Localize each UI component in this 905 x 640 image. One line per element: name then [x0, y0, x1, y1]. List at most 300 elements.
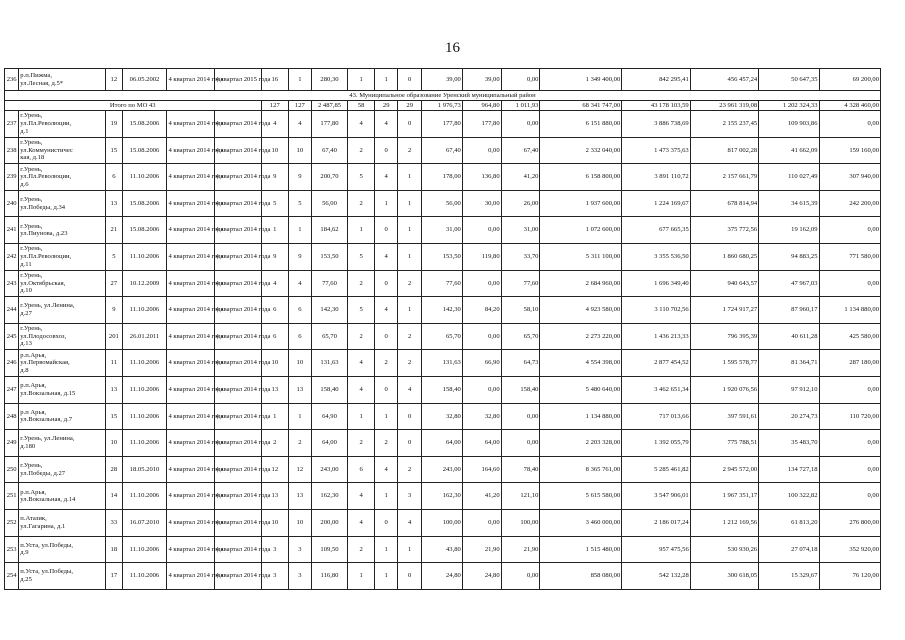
- cell-residents-resettled: 9: [289, 243, 311, 270]
- cell-residents-resettled: 10: [289, 137, 311, 164]
- cell-residents-resettled: 4: [289, 270, 311, 297]
- table-row: [5, 430, 881, 457]
- cell-year-built: 9: [106, 297, 122, 324]
- cell-area-resettled: 39,00: [421, 69, 462, 91]
- cell-regional-share: 1 212 169,56: [690, 509, 758, 536]
- cell-planned-end: 4 квартал 2014 года: [214, 164, 261, 191]
- total-rooms-total: 58: [348, 101, 375, 111]
- cell-local-share: 81 364,71: [759, 350, 819, 377]
- cell-residents-resettled: 1: [289, 217, 311, 244]
- cell-area-municipal: 65,70: [501, 323, 540, 350]
- cell-extra-share: 0,00: [819, 376, 880, 403]
- cell-row-number: 247: [5, 376, 19, 403]
- total-regional-share: 23 961 319,08: [690, 101, 758, 111]
- cell-residents-resettled: 6: [289, 323, 311, 350]
- cell-rooms-municipal: 1: [398, 297, 422, 324]
- cell-year-built: 13: [106, 376, 122, 403]
- cell-fund-share: 1 224 169,67: [622, 190, 690, 217]
- cell-rooms-owned: 0: [374, 270, 398, 297]
- cell-area-owned: 39,00: [462, 69, 501, 91]
- cell-area-owned: 21,90: [462, 536, 501, 563]
- table-row: [5, 243, 881, 270]
- cell-extra-share: 0,00: [819, 217, 880, 244]
- total-area-resettled: 1 976,73: [421, 101, 462, 111]
- total-residents-planned: 127: [261, 101, 289, 111]
- total-residents-resettled: 127: [289, 101, 311, 111]
- cell-regional-share: 2 945 572,00: [690, 456, 758, 483]
- cell-planned-start: 4 квартал 2014 года: [167, 190, 214, 217]
- cell-fund-share: 3 462 651,34: [622, 376, 690, 403]
- cell-area-municipal: 67,40: [501, 137, 540, 164]
- cell-rooms-owned: 4: [374, 164, 398, 191]
- cell-address: г.Урень, ул.Ленина, д.27: [19, 297, 106, 324]
- cell-area-municipal: 33,70: [501, 243, 540, 270]
- cell-rooms-municipal: 2: [398, 137, 422, 164]
- cell-row-number: 239: [5, 164, 19, 191]
- cell-area-owned: 64,00: [462, 430, 501, 457]
- cell-local-share: 47 967,03: [759, 270, 819, 297]
- total-extra-share: 4 328 460,00: [819, 101, 880, 111]
- cell-year-built: 10: [106, 430, 122, 457]
- cell-area-municipal: 26,00: [501, 190, 540, 217]
- cell-cost-total: 1 937 600,00: [540, 190, 622, 217]
- cell-cost-total: 858 080,00: [540, 563, 622, 590]
- cell-residents-resettled: 1: [289, 69, 311, 91]
- cell-residents-resettled: 3: [289, 563, 311, 590]
- cell-cost-total: 5 311 100,00: [540, 243, 622, 270]
- total-local-share: 1 202 324,33: [759, 101, 819, 111]
- cell-residents-planned: 1: [261, 217, 289, 244]
- table-row: [5, 190, 881, 217]
- cell-planned-end: 4 квартал 2014 года: [214, 137, 261, 164]
- total-row: [5, 101, 881, 111]
- cell-regional-share: 775 788,51: [690, 430, 758, 457]
- cell-rooms-total: 2: [348, 137, 375, 164]
- cell-planned-end: 4 квартал 2014 года: [214, 403, 261, 430]
- cell-rooms-owned: 4: [374, 297, 398, 324]
- cell-fund-share: 717 013,66: [622, 403, 690, 430]
- table-row: [5, 376, 881, 403]
- cell-rooms-owned: 1: [374, 536, 398, 563]
- cell-rooms-municipal: 0: [398, 69, 422, 91]
- total-rooms-municipal: 29: [398, 101, 422, 111]
- cell-row-number: 237: [5, 111, 19, 138]
- cell-area-municipal: 0,00: [501, 69, 540, 91]
- cell-address: р.п Арья, ул.Вокзальная, д.7: [19, 403, 106, 430]
- cell-extra-share: 1 134 880,00: [819, 297, 880, 324]
- cell-recognition-date: 11.10.2006: [122, 243, 167, 270]
- cell-area-municipal: 31,00: [501, 217, 540, 244]
- cell-area-municipal: 64,73: [501, 350, 540, 377]
- page-number: 16: [445, 40, 460, 56]
- cell-recognition-date: 11.10.2006: [122, 297, 167, 324]
- cell-recognition-date: 11.10.2006: [122, 483, 167, 510]
- cell-area-owned: 177,80: [462, 111, 501, 138]
- cell-area-owned: 0,00: [462, 137, 501, 164]
- section-title: 43. Муниципальное образование Уренский муниципальный район: [5, 91, 881, 101]
- cell-residents-planned: 1: [261, 403, 289, 430]
- cell-rooms-owned: 0: [374, 509, 398, 536]
- cell-area-resettled: 153,50: [421, 243, 462, 270]
- cell-rooms-municipal: 1: [398, 164, 422, 191]
- cell-local-share: 50 647,35: [759, 69, 819, 91]
- cell-area-total: 177,80: [311, 111, 348, 138]
- cell-area-resettled: 56,00: [421, 190, 462, 217]
- cell-area-resettled: 67,40: [421, 137, 462, 164]
- cell-area-total: 243,00: [311, 456, 348, 483]
- cell-local-share: 94 883,25: [759, 243, 819, 270]
- section-header-row: [5, 91, 881, 101]
- cell-area-municipal: 0,00: [501, 111, 540, 138]
- cell-extra-share: 0,00: [819, 430, 880, 457]
- cell-regional-share: 796 395,39: [690, 323, 758, 350]
- cell-rooms-municipal: 0: [398, 111, 422, 138]
- cell-year-built: 15: [106, 137, 122, 164]
- cell-residents-planned: 9: [261, 243, 289, 270]
- cell-residents-planned: 10: [261, 137, 289, 164]
- cell-area-resettled: 24,80: [421, 563, 462, 590]
- cell-area-municipal: 0,00: [501, 403, 540, 430]
- cell-cost-total: 1 072 600,00: [540, 217, 622, 244]
- cell-cost-total: 2 273 220,00: [540, 323, 622, 350]
- cell-address: г.Урень, ул.Ленина, д.180: [19, 430, 106, 457]
- cell-recognition-date: 11.10.2006: [122, 164, 167, 191]
- cell-cost-total: 6 151 880,00: [540, 111, 622, 138]
- cell-cost-total: 4 554 398,00: [540, 350, 622, 377]
- cell-extra-share: 242 200,00: [819, 190, 880, 217]
- cell-planned-start: 4 квартал 2014 года: [167, 483, 214, 510]
- cell-rooms-municipal: 1: [398, 536, 422, 563]
- cell-cost-total: 4 923 580,00: [540, 297, 622, 324]
- cell-area-total: 158,40: [311, 376, 348, 403]
- cell-rooms-total: 5: [348, 164, 375, 191]
- total-area-municipal: 1 011,93: [501, 101, 540, 111]
- cell-planned-start: 4 квартал 2014 года: [167, 217, 214, 244]
- cell-fund-share: 1 436 213,33: [622, 323, 690, 350]
- cell-residents-resettled: 13: [289, 376, 311, 403]
- cell-rooms-owned: 2: [374, 350, 398, 377]
- cell-planned-start: 4 квартал 2014 года: [167, 430, 214, 457]
- cell-area-owned: 32,80: [462, 403, 501, 430]
- cell-rooms-total: 4: [348, 509, 375, 536]
- cell-recognition-date: 11.10.2006: [122, 536, 167, 563]
- cell-rooms-total: 4: [348, 350, 375, 377]
- cell-rooms-municipal: 2: [398, 350, 422, 377]
- cell-area-municipal: 158,40: [501, 376, 540, 403]
- cell-extra-share: 276 800,00: [819, 509, 880, 536]
- cell-area-total: 64,90: [311, 403, 348, 430]
- cell-address: п.Уста, ул.Победы, д.9: [19, 536, 106, 563]
- cell-planned-start: 4 квартал 2014 года: [167, 164, 214, 191]
- cell-area-owned: 0,00: [462, 376, 501, 403]
- cell-rooms-total: 6: [348, 456, 375, 483]
- cell-rooms-owned: 4: [374, 111, 398, 138]
- cell-area-total: 77,60: [311, 270, 348, 297]
- cell-address: г.Урень, ул.Пл.Революции, д.11: [19, 243, 106, 270]
- cell-area-municipal: 41,20: [501, 164, 540, 191]
- total-rooms-owned: 29: [374, 101, 398, 111]
- cell-cost-total: 2 684 960,00: [540, 270, 622, 297]
- cell-recognition-date: 11.10.2006: [122, 350, 167, 377]
- cell-address: г.Урень, ул.Победы, д.27: [19, 456, 106, 483]
- cell-address: г.Урень, ул.Пл.Революции, д.6: [19, 164, 106, 191]
- table-row: [5, 350, 881, 377]
- cell-cost-total: 5 480 640,00: [540, 376, 622, 403]
- cell-fund-share: 3 886 738,69: [622, 111, 690, 138]
- cell-row-number: 241: [5, 217, 19, 244]
- cell-planned-start: 4 квартал 2014 года: [167, 243, 214, 270]
- cell-rooms-total: 2: [348, 536, 375, 563]
- cell-recognition-date: 11.10.2006: [122, 430, 167, 457]
- cell-local-share: 61 813,20: [759, 509, 819, 536]
- cell-residents-planned: 3: [261, 563, 289, 590]
- cell-cost-total: 6 158 800,00: [540, 164, 622, 191]
- cell-area-resettled: 100,00: [421, 509, 462, 536]
- cell-rooms-owned: 2: [374, 430, 398, 457]
- cell-residents-resettled: 10: [289, 509, 311, 536]
- cell-residents-planned: 13: [261, 376, 289, 403]
- cell-year-built: 18: [106, 536, 122, 563]
- cell-local-share: 19 162,09: [759, 217, 819, 244]
- cell-rooms-owned: 4: [374, 456, 398, 483]
- cell-year-built: 11: [106, 350, 122, 377]
- cell-area-owned: 0,00: [462, 323, 501, 350]
- table-row: [5, 483, 881, 510]
- table-row: [5, 297, 881, 324]
- cell-rooms-municipal: 0: [398, 430, 422, 457]
- cell-planned-end: 4 квартал 2015 года: [214, 69, 261, 91]
- cell-planned-end: 4 квартал 2014 года: [214, 483, 261, 510]
- total-area-total: 2 487,85: [311, 101, 348, 111]
- cell-planned-start: 4 квартал 2014 года: [167, 350, 214, 377]
- cell-planned-end: 4 квартал 2014 года: [214, 509, 261, 536]
- cell-extra-share: 352 920,00: [819, 536, 880, 563]
- cell-residents-resettled: 9: [289, 164, 311, 191]
- cell-extra-share: 76 120,00: [819, 563, 880, 590]
- cell-fund-share: 542 132,28: [622, 563, 690, 590]
- cell-rooms-owned: 0: [374, 217, 398, 244]
- cell-fund-share: 1 696 349,40: [622, 270, 690, 297]
- cell-rooms-owned: 0: [374, 376, 398, 403]
- cell-area-total: 280,30: [311, 69, 348, 91]
- cell-regional-share: 2 157 661,79: [690, 164, 758, 191]
- cell-residents-planned: 4: [261, 270, 289, 297]
- cell-recognition-date: 06.05.2002: [122, 69, 167, 91]
- cell-area-resettled: 31,00: [421, 217, 462, 244]
- cell-planned-end: 4 квартал 2014 года: [214, 190, 261, 217]
- cell-extra-share: 69 200,00: [819, 69, 880, 91]
- cell-area-total: 200,00: [311, 509, 348, 536]
- cell-rooms-municipal: 2: [398, 456, 422, 483]
- cell-rooms-total: 2: [348, 190, 375, 217]
- cell-year-built: 12: [106, 69, 122, 91]
- cell-residents-resettled: 4: [289, 111, 311, 138]
- cell-planned-start: 4 квартал 2014 года: [167, 403, 214, 430]
- cell-address: г.Урень, ул.Пл.Революции, д.1: [19, 111, 106, 138]
- cell-fund-share: 2 877 454,52: [622, 350, 690, 377]
- cell-local-share: 109 903,86: [759, 111, 819, 138]
- cell-extra-share: 0,00: [819, 483, 880, 510]
- cell-recognition-date: 15.08.2006: [122, 137, 167, 164]
- cell-area-total: 56,00: [311, 190, 348, 217]
- cell-area-total: 67,40: [311, 137, 348, 164]
- cell-row-number: 252: [5, 509, 19, 536]
- cell-planned-end: 4 квартал 2014 года: [214, 563, 261, 590]
- cell-area-municipal: 77,60: [501, 270, 540, 297]
- cell-area-owned: 30,00: [462, 190, 501, 217]
- cell-address: г.Урень, ул.Победы, д.34: [19, 190, 106, 217]
- cell-year-built: 17: [106, 563, 122, 590]
- cell-planned-end: 4 квартал 2014 года: [214, 456, 261, 483]
- cell-planned-start: 4 квартал 2014 года: [167, 536, 214, 563]
- cell-fund-share: 5 285 461,82: [622, 456, 690, 483]
- cell-residents-planned: 6: [261, 297, 289, 324]
- cell-local-share: 34 615,39: [759, 190, 819, 217]
- cell-local-share: 41 662,09: [759, 137, 819, 164]
- cell-extra-share: 0,00: [819, 111, 880, 138]
- cell-area-resettled: 64,00: [421, 430, 462, 457]
- cell-fund-share: 3 110 702,56: [622, 297, 690, 324]
- table-row: [5, 563, 881, 590]
- cell-rooms-total: 2: [348, 430, 375, 457]
- cell-year-built: 21: [106, 217, 122, 244]
- table-row: [5, 69, 881, 91]
- cell-residents-planned: 10: [261, 509, 289, 536]
- cell-planned-start: 4 квартал 2014 года: [167, 137, 214, 164]
- cell-row-number: 246: [5, 350, 19, 377]
- cell-area-total: 109,50: [311, 536, 348, 563]
- cell-rooms-municipal: 2: [398, 270, 422, 297]
- cell-rooms-municipal: 4: [398, 376, 422, 403]
- table-row: [5, 509, 881, 536]
- cell-planned-end: 4 квартал 2014 года: [214, 243, 261, 270]
- cell-local-share: 15 329,67: [759, 563, 819, 590]
- cell-regional-share: 375 772,56: [690, 217, 758, 244]
- cell-rooms-total: 4: [348, 376, 375, 403]
- cell-recognition-date: 15.08.2006: [122, 190, 167, 217]
- cell-residents-resettled: 2: [289, 430, 311, 457]
- cell-rooms-owned: 1: [374, 563, 398, 590]
- cell-recognition-date: 18.05.2010: [122, 456, 167, 483]
- cell-fund-share: 3 891 110,72: [622, 164, 690, 191]
- cell-residents-resettled: 5: [289, 190, 311, 217]
- cell-regional-share: 817 002,28: [690, 137, 758, 164]
- cell-area-municipal: 0,00: [501, 430, 540, 457]
- cell-year-built: 6: [106, 164, 122, 191]
- cell-local-share: 100 322,82: [759, 483, 819, 510]
- cell-planned-end: 4 квартал 2014 года: [214, 350, 261, 377]
- cell-rooms-total: 1: [348, 403, 375, 430]
- cell-area-resettled: 43,80: [421, 536, 462, 563]
- cell-cost-total: 2 203 328,00: [540, 430, 622, 457]
- cell-year-built: 201: [106, 323, 122, 350]
- cell-residents-planned: 4: [261, 111, 289, 138]
- cell-planned-start: 4 квартал 2014 года: [167, 270, 214, 297]
- cell-extra-share: 771 580,00: [819, 243, 880, 270]
- cell-rooms-owned: 1: [374, 483, 398, 510]
- cell-address: р.п.Арья, ул.Первомайская, д.8: [19, 350, 106, 377]
- total-fund-share: 43 178 103,59: [622, 101, 690, 111]
- cell-cost-total: 8 365 761,00: [540, 456, 622, 483]
- cell-rooms-owned: 4: [374, 243, 398, 270]
- cell-recognition-date: 15.08.2006: [122, 111, 167, 138]
- cell-area-municipal: 58,10: [501, 297, 540, 324]
- cell-rooms-total: 1: [348, 563, 375, 590]
- cell-rooms-municipal: 0: [398, 563, 422, 590]
- cell-cost-total: 1 515 480,00: [540, 536, 622, 563]
- cell-local-share: 134 727,18: [759, 456, 819, 483]
- cell-area-total: 162,30: [311, 483, 348, 510]
- cell-rooms-municipal: 1: [398, 217, 422, 244]
- cell-address: п.Уста, ул.Победы, д.25: [19, 563, 106, 590]
- cell-row-number: 251: [5, 483, 19, 510]
- cell-regional-share: 1 595 578,77: [690, 350, 758, 377]
- cell-row-number: 250: [5, 456, 19, 483]
- cell-regional-share: 678 814,94: [690, 190, 758, 217]
- cell-area-owned: 164,60: [462, 456, 501, 483]
- cell-regional-share: 2 155 237,45: [690, 111, 758, 138]
- cell-area-total: 131,63: [311, 350, 348, 377]
- cell-rooms-total: 4: [348, 111, 375, 138]
- cell-local-share: 97 912,10: [759, 376, 819, 403]
- cell-area-owned: 41,20: [462, 483, 501, 510]
- cell-year-built: 5: [106, 243, 122, 270]
- cell-area-resettled: 142,30: [421, 297, 462, 324]
- table-row: [5, 323, 881, 350]
- cell-row-number: 253: [5, 536, 19, 563]
- cell-rooms-total: 1: [348, 217, 375, 244]
- cell-local-share: 87 960,17: [759, 297, 819, 324]
- cell-area-total: 200,70: [311, 164, 348, 191]
- cell-local-share: 27 074,18: [759, 536, 819, 563]
- cell-area-municipal: 21,90: [501, 536, 540, 563]
- cell-extra-share: 307 940,00: [819, 164, 880, 191]
- cell-year-built: 13: [106, 190, 122, 217]
- cell-fund-share: 1 392 055,79: [622, 430, 690, 457]
- table-row: [5, 137, 881, 164]
- cell-area-resettled: 177,80: [421, 111, 462, 138]
- cell-area-owned: 24,80: [462, 563, 501, 590]
- cell-cost-total: 1 349 400,00: [540, 69, 622, 91]
- cell-address: г.Урень, ул.Коммунистичес кая, д.18: [19, 137, 106, 164]
- cell-planned-start: 4 квартал 2014 года: [167, 509, 214, 536]
- cell-rooms-owned: 1: [374, 190, 398, 217]
- cell-planned-end: 4 квартал 2014 года: [214, 297, 261, 324]
- cell-rooms-municipal: 0: [398, 403, 422, 430]
- cell-regional-share: 1 920 076,56: [690, 376, 758, 403]
- cell-residents-planned: 3: [261, 536, 289, 563]
- cell-area-resettled: 158,40: [421, 376, 462, 403]
- cell-residents-resettled: 13: [289, 483, 311, 510]
- table-row: [5, 456, 881, 483]
- cell-year-built: 14: [106, 483, 122, 510]
- cell-planned-start: 4 квартал 2014 года: [167, 297, 214, 324]
- cell-residents-resettled: 6: [289, 297, 311, 324]
- cell-planned-end: 4 квартал 2014 года: [214, 270, 261, 297]
- cell-extra-share: 110 720,00: [819, 403, 880, 430]
- cell-area-total: 153,50: [311, 243, 348, 270]
- cell-regional-share: 456 457,24: [690, 69, 758, 91]
- cell-area-owned: 119,80: [462, 243, 501, 270]
- cell-address: г.Урень, ул.Октябрьская, д.10: [19, 270, 106, 297]
- cell-rooms-total: 2: [348, 323, 375, 350]
- cell-residents-planned: 9: [261, 164, 289, 191]
- cell-area-resettled: 178,00: [421, 164, 462, 191]
- housing-registry-table: [4, 68, 881, 590]
- cell-residents-planned: 13: [261, 483, 289, 510]
- cell-area-municipal: 0,00: [501, 563, 540, 590]
- cell-planned-start: 4 квартал 2014 года: [167, 563, 214, 590]
